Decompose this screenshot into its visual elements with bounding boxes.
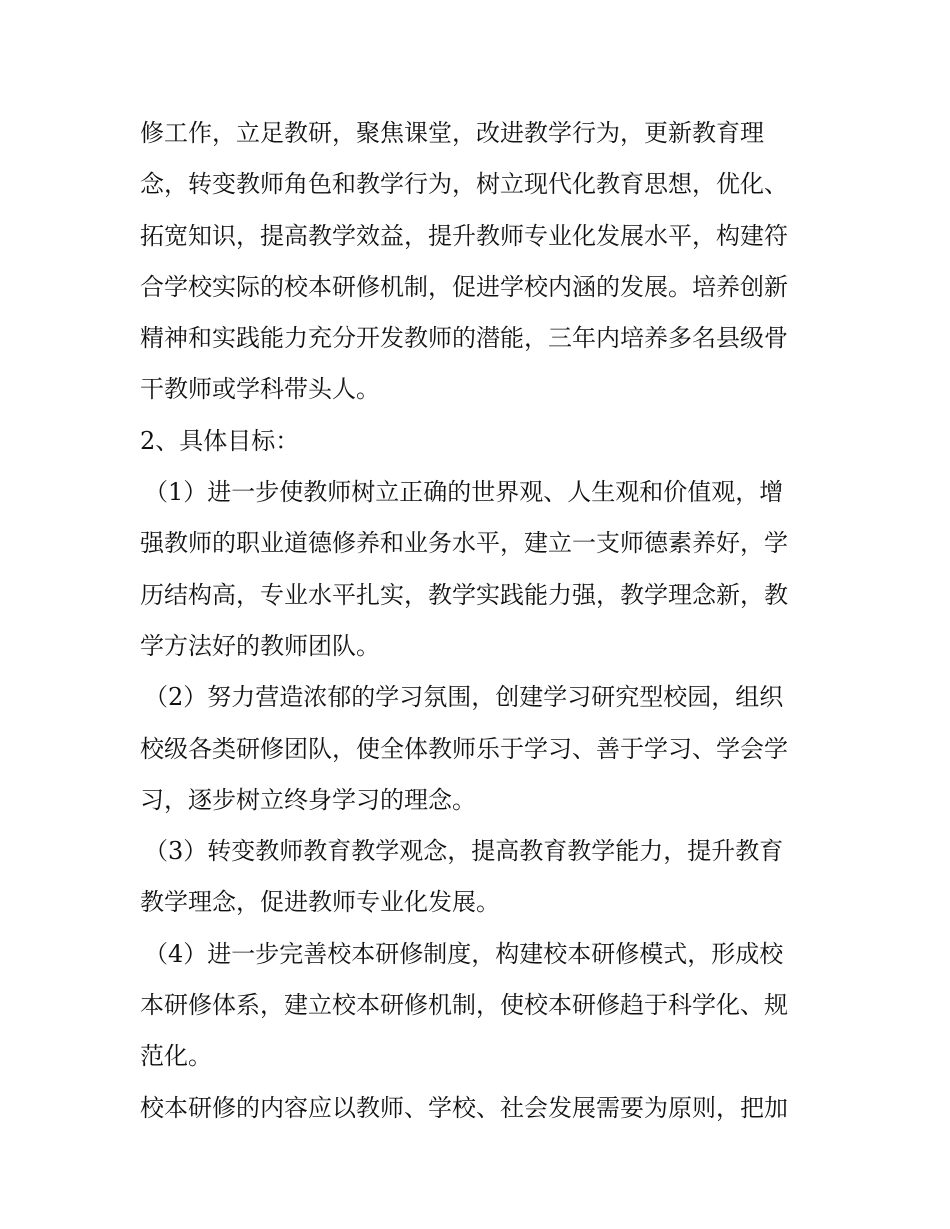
- text-line: （4）进一步完善校本研修制度，构建校本研修模式，形成校: [144, 939, 784, 968]
- text-line: 校级各类研修团队，使全体教师乐于学习、善于学习、学会学: [140, 734, 788, 763]
- paragraph-goal-1: [140, 467, 820, 672]
- text-line: 范化。: [140, 1042, 212, 1071]
- heading-specific-goals: [140, 416, 820, 467]
- paragraph-goal-3: [140, 826, 820, 929]
- text-line: 精神和实践能力充分开发教师的潜能，三年内培养多名县级骨: [140, 324, 788, 353]
- text-line: 干教师或学科带头人。: [140, 375, 380, 404]
- paragraph-overall-goal-continued: [140, 108, 820, 416]
- text-line: 学方法好的教师团队。: [140, 631, 380, 660]
- text-line: 2、具体目标：: [140, 426, 300, 455]
- paragraph-goal-2: [140, 672, 820, 826]
- text-line: 校本研修的内容应以教师、学校、社会发展需要为原则，把加: [140, 1093, 788, 1122]
- text-line: 强教师的职业道德修养和业务水平，建立一支师德素养好，学: [140, 529, 788, 558]
- paragraph-content-intro: [140, 1083, 820, 1134]
- text-line: 教学理念，促进教师专业化发展。: [140, 888, 500, 917]
- text-line: 修工作，立足教研，聚焦课堂，改进教学行为，更新教育理: [140, 119, 764, 147]
- text-line: 习，逐步树立终身学习的理念。: [140, 785, 476, 814]
- document-body: [140, 108, 820, 1134]
- text-line: 历结构高，专业水平扎实，教学实践能力强，教学理念新，教: [140, 580, 788, 609]
- text-line: 合学校实际的校本研修机制，促进学校内涵的发展。培养创新: [140, 272, 788, 301]
- text-line: （2）努力营造浓郁的学习氛围，创建学习研究型校园，组织: [144, 683, 784, 712]
- text-line: （1）进一步使教师树立正确的世界观、人生观和价值观，增: [144, 478, 784, 507]
- text-line: 本研修体系，建立校本研修机制，使校本研修趋于科学化、规: [140, 991, 788, 1020]
- text-line: 念，转变教师角色和教学行为，树立现代化教育思想，优化、: [140, 170, 788, 199]
- text-line: 拓宽知识，提高教学效益，提升教师专业化发展水平，构建符: [140, 221, 788, 250]
- paragraph-goal-4: [140, 929, 820, 1083]
- text-line: （3）转变教师教育教学观念，提高教育教学能力，提升教育: [144, 837, 784, 866]
